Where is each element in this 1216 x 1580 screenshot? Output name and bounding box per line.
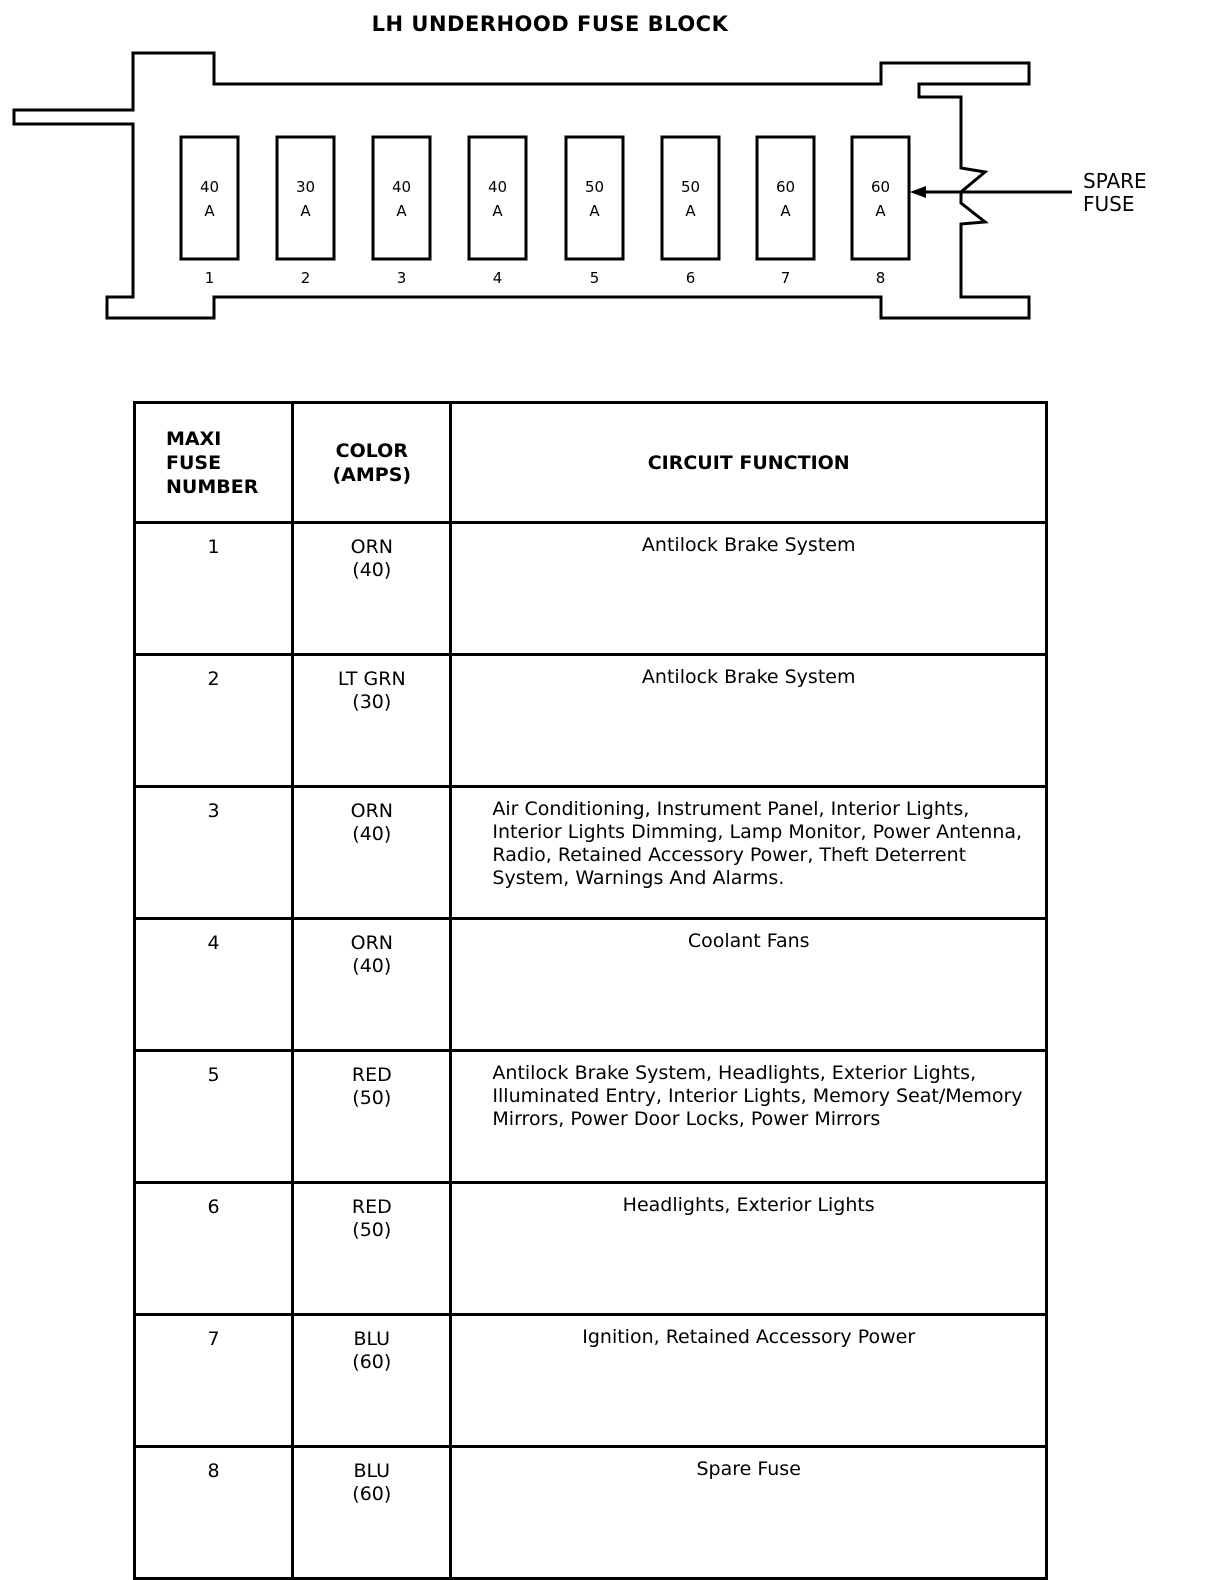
fuse-amps-label: 40 (487, 178, 508, 196)
fuse-number-label: 5 (589, 269, 600, 287)
fuse-unit-label: A (204, 202, 215, 220)
cell-circuit-function: Headlights, Exterior Lights (451, 1183, 1047, 1315)
header-color-amps: COLOR (AMPS) (293, 403, 451, 523)
fuse-amps-label: 50 (680, 178, 701, 196)
cell-circuit-function: Antilock Brake System (451, 655, 1047, 787)
cell-color: RED (351, 1196, 392, 1218)
fuse-1 (181, 137, 238, 259)
cell-fuse-number: 4 (135, 919, 293, 1051)
spare-arrow-head (910, 186, 926, 198)
cell-amps: (40) (352, 955, 392, 977)
cell-color: BLU (353, 1460, 391, 1482)
fuse-unit-label: A (396, 202, 407, 220)
cell-circuit-function: Antilock Brake System, Headlights, Exterior Lights, Illuminated Entry, Interior Lights, Memory Seat/Memory Mirrors, Power Door Locks, Power Mirrors (451, 1051, 1047, 1183)
fuse-amps-label: 40 (199, 178, 220, 196)
fuse-number-label: 6 (685, 269, 696, 287)
cell-color-amps (293, 1183, 451, 1315)
fuse-amps-label: 60 (870, 178, 891, 196)
fuse-unit-label: A (492, 202, 503, 220)
cell-color-amps (293, 655, 451, 787)
fuse-number-label: 2 (300, 269, 311, 287)
cell-circuit-function: Spare Fuse (451, 1447, 1047, 1579)
table-row (135, 919, 1047, 1051)
cell-color-amps (293, 1447, 451, 1579)
cell-color-amps (293, 787, 451, 919)
cell-fuse-number: 3 (135, 787, 293, 919)
cell-amps: (40) (352, 559, 392, 581)
cell-circuit-function: Coolant Fans (451, 919, 1047, 1051)
cell-color: ORN (350, 800, 393, 822)
fuse-unit-label: A (300, 202, 311, 220)
cell-color-amps (293, 523, 451, 655)
fuse-unit-label: A (589, 202, 600, 220)
fuse-amps-label: 60 (775, 178, 796, 196)
fuse-unit-label: A (685, 202, 696, 220)
cell-circuit-function: Antilock Brake System (451, 523, 1047, 655)
header-circuit-function: CIRCUIT FUNCTION (451, 403, 1047, 523)
cell-color-amps (293, 1051, 451, 1183)
table-row (135, 655, 1047, 787)
fuse-amps-label: 30 (295, 178, 316, 196)
spare-label-line1: SPARE (1083, 169, 1147, 193)
cell-color: ORN (350, 932, 393, 954)
table-row (135, 1051, 1047, 1183)
cell-color-amps (293, 1315, 451, 1447)
cell-amps: (30) (352, 691, 392, 713)
fuse-number-label: 8 (875, 269, 886, 287)
table-row (135, 1447, 1047, 1579)
cell-circuit-function: Air Conditioning, Instrument Panel, Interior Lights, Interior Lights Dimming, Lamp Monitor, Power Antenna, Radio, Retained Accessory Power, Theft Deterrent System, Warnings And Alarms. (451, 787, 1047, 919)
cell-fuse-number: 6 (135, 1183, 293, 1315)
table-header-row (135, 403, 1047, 523)
fuse-number-label: 3 (396, 269, 407, 287)
fuse-table (133, 401, 1048, 1580)
cell-amps: (50) (352, 1219, 392, 1241)
header-fuse-number: MAXI FUSE NUMBER (135, 403, 293, 523)
fuse-unit-label: A (875, 202, 886, 220)
cell-color: ORN (350, 536, 393, 558)
fuse-8 (852, 137, 909, 259)
cell-amps: (60) (352, 1483, 392, 1505)
cell-color-amps (293, 919, 451, 1051)
fuse-4 (469, 137, 526, 259)
fuse-unit-label: A (780, 202, 791, 220)
spare-label-line2: FUSE (1083, 192, 1135, 216)
fuse-amps-label: 40 (391, 178, 412, 196)
cell-color: RED (351, 1064, 392, 1086)
table-row (135, 523, 1047, 655)
fuse-block-diagram (0, 40, 1216, 340)
cell-color: BLU (353, 1328, 391, 1350)
fuse-7 (757, 137, 814, 259)
cell-fuse-number: 1 (135, 523, 293, 655)
cell-fuse-number: 2 (135, 655, 293, 787)
fuse-5 (566, 137, 623, 259)
fuse-number-label: 1 (204, 269, 215, 287)
fuse-3 (373, 137, 430, 259)
cell-fuse-number: 5 (135, 1051, 293, 1183)
cell-amps: (60) (352, 1351, 392, 1373)
fuse-number-label: 7 (780, 269, 791, 287)
table-row (135, 1183, 1047, 1315)
fuse-2 (277, 137, 334, 259)
fuse-amps-label: 50 (584, 178, 605, 196)
fuse-6 (662, 137, 719, 259)
table-row (135, 787, 1047, 919)
cell-color: LT GRN (337, 668, 406, 690)
cell-fuse-number: 7 (135, 1315, 293, 1447)
cell-amps: (40) (352, 823, 392, 845)
fuse-number-label: 4 (492, 269, 503, 287)
fuse-group (181, 137, 909, 287)
diagram-title: LH UNDERHOOD FUSE BLOCK (371, 12, 729, 36)
cell-circuit-function: Ignition, Retained Accessory Power (451, 1315, 1047, 1447)
cell-amps: (50) (352, 1087, 392, 1109)
cell-fuse-number: 8 (135, 1447, 293, 1579)
table-row (135, 1315, 1047, 1447)
